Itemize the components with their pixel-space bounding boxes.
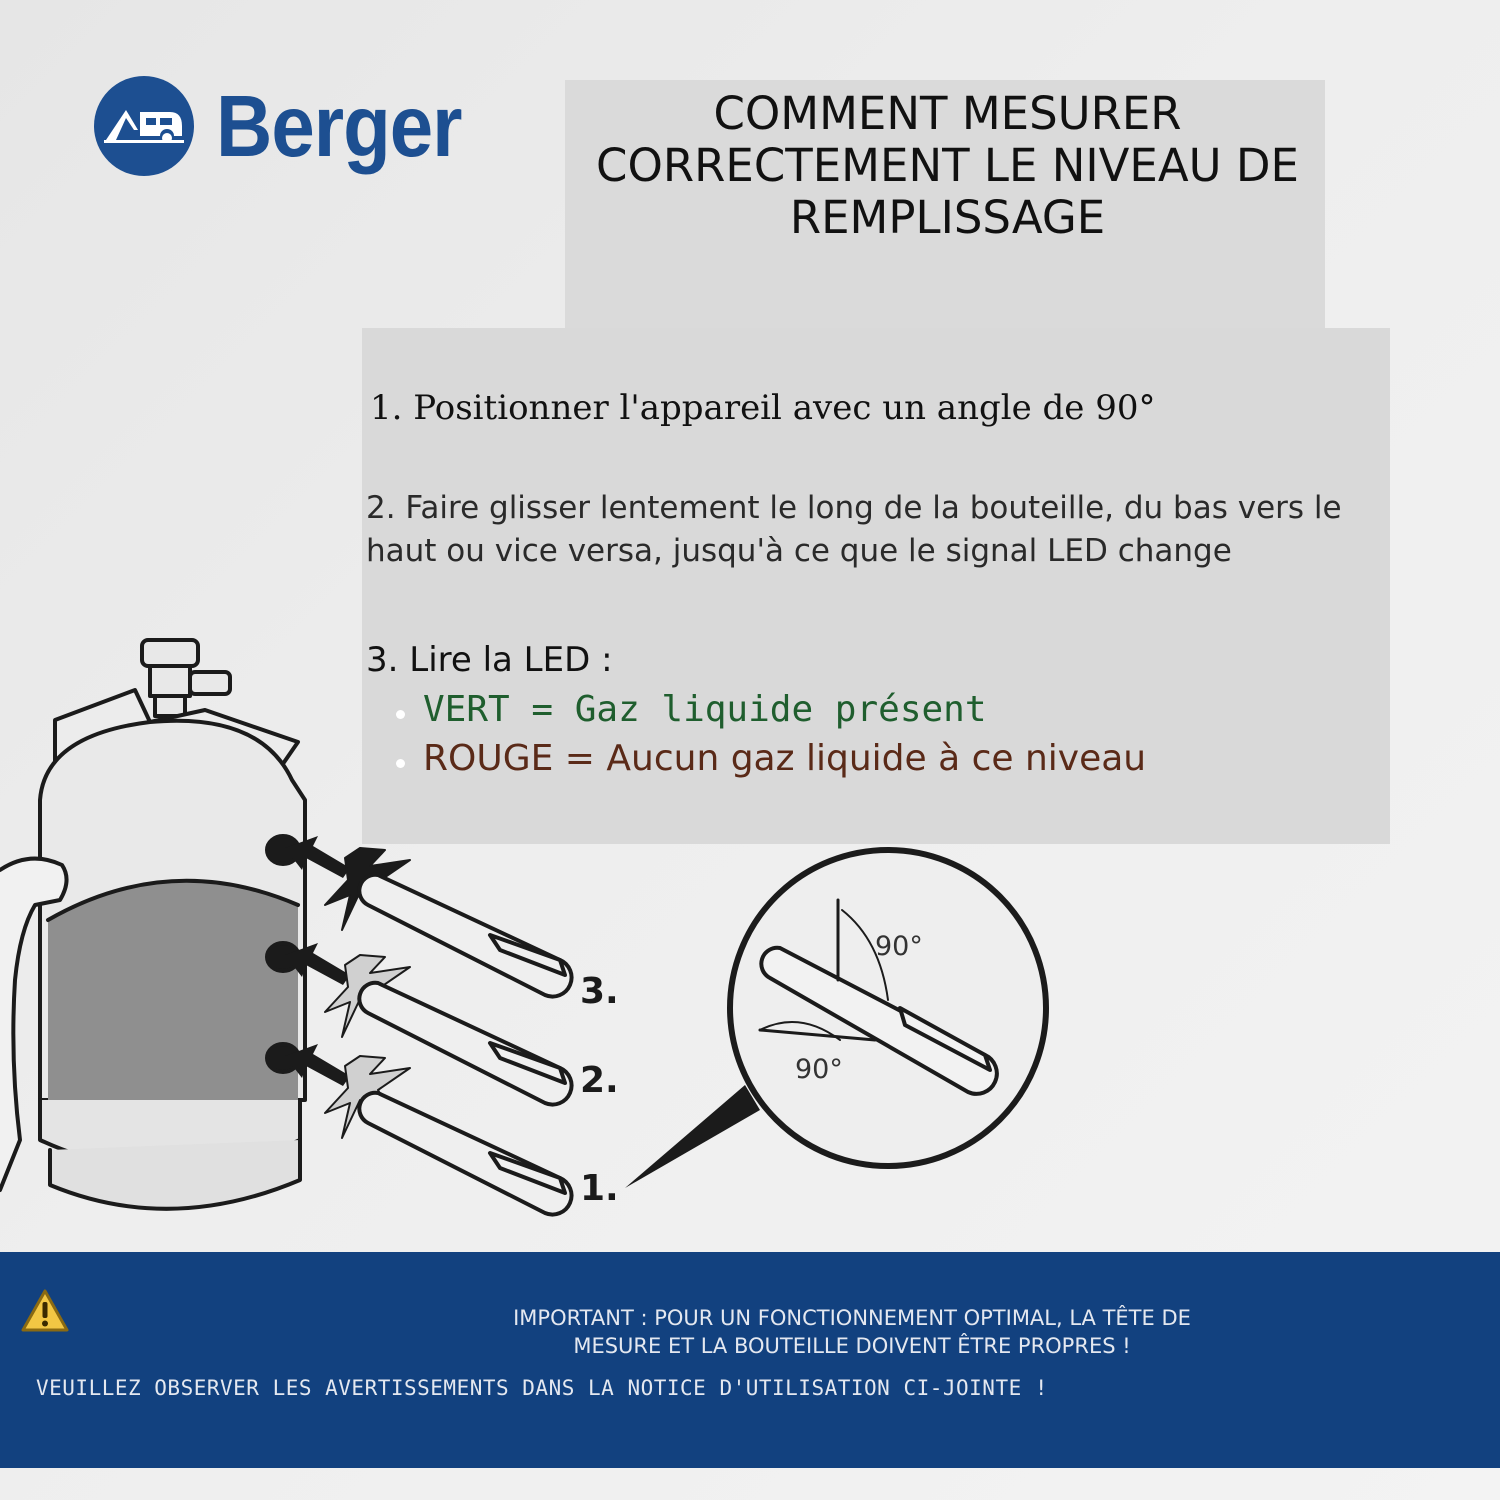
caravan-tent-icon <box>92 74 196 178</box>
brand-logo <box>92 74 461 178</box>
gas-bottle-illustration <box>0 620 1100 1250</box>
step-1-text: 1. Positionner l'appareil avec un angle de 90° <box>370 388 1156 428</box>
important-notice <box>360 1304 1440 1360</box>
page-title: COMMENT MESURER CORRECTEMENT LE NIVEAU DE REMPLISSAGE <box>596 87 1299 244</box>
brand-name: Berger <box>216 76 462 175</box>
led-red-text: ROUGE = Aucun gaz liquide à ce niveau <box>423 738 1147 779</box>
position-label: 1. <box>580 1168 619 1209</box>
position-label: 2. <box>580 1060 619 1101</box>
footer-banner <box>0 1252 1500 1468</box>
angle-label: 90° <box>875 931 923 962</box>
warning-triangle-icon <box>20 1288 70 1334</box>
measuring-device <box>359 875 571 1215</box>
led-green-text: VERT = Gaz liquide présent <box>423 689 987 730</box>
step-3-text: 3. Lire la LED : <box>366 640 613 680</box>
important-text: IMPORTANT : POUR UN FONCTIONNEMENT OPTIMAL, LA TÊTE DE MESURE ET LA BOUTEILLE DOIVENT ÊTRE PROPRES ! <box>513 1306 1191 1358</box>
liquid-level <box>48 881 298 1100</box>
position-label: 3. <box>580 971 619 1012</box>
bottle-valve-icon <box>142 640 230 716</box>
warning-text: VEUILLEZ OBSERVER LES AVERTISSEMENTS DANS LA NOTICE D'UTILISATION CI-JOINTE ! <box>36 1376 1049 1400</box>
angle-label: 90° <box>795 1054 843 1085</box>
step-2-text: 2. Faire glisser lentement le long de la bouteille, du bas vers le haut ou vice versa, jusqu'à ce que le signal LED change <box>366 490 1342 569</box>
